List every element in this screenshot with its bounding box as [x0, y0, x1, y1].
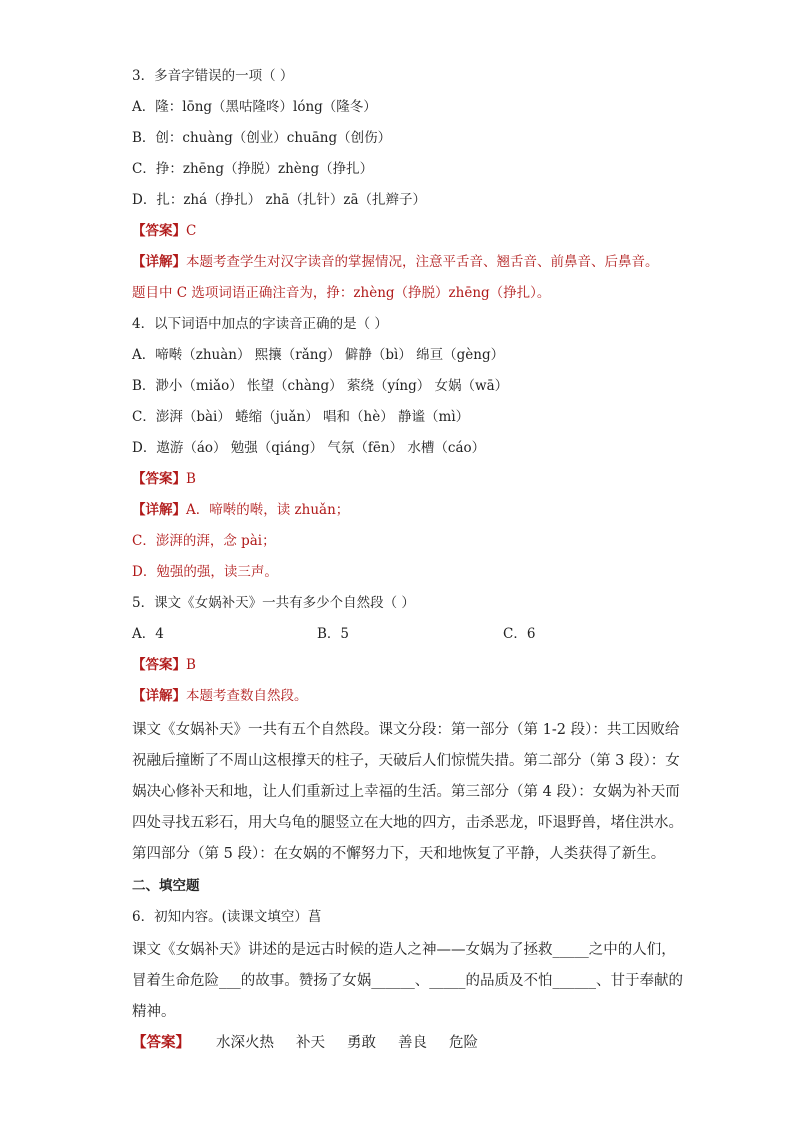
paragraph-line: 冒着生命危险___的故事。赞扬了女娲______、_____的品质及不怕______、甘于奉献的 [132, 973, 683, 989]
paragraph-line: 娲决心修补天和地，让人们重新过上幸福的生活。第三部分（第 4 段）：女娲为补天而 [132, 784, 680, 800]
q3-option-c: C．挣：zhēng（挣脱）zhèng（挣扎） [132, 161, 374, 177]
paragraph-line: 课文《女娲补天》讲述的是远古时候的造人之神——女娲为了拯救_____之中的人们， [132, 942, 676, 958]
answer-tag: 【答案】 [132, 471, 186, 487]
answer-tag: 【答案】 [132, 1034, 190, 1051]
q4-detail-3: D．勉强的强，读三声。 [132, 564, 278, 580]
answer-item: 水深火热 [216, 1035, 274, 1051]
answer-value: C [186, 223, 197, 239]
paragraph-line: 课文《女娲补天》一共有五个自然段。课文分段：第一部分（第 1-2 段）：共工因败给 [132, 722, 680, 738]
q3-option-d: D．扎：zhá（挣扎） zhā（扎针）zā（扎辫子） [132, 192, 426, 208]
q6-stem: 6．初知内容。(读课文填空）菖 [132, 909, 322, 925]
paragraph-line: 第四部分（第 5 段）：在女娲的不懈努力下，天和地恢复了平静，人类获得了新生。 [132, 846, 666, 862]
q4-detail-1 [132, 500, 349, 520]
q4-detail-2: C．澎湃的湃，念 pài； [132, 533, 276, 549]
answer-item: 补天 [296, 1035, 325, 1051]
paragraph-line: 精神。 [132, 1004, 176, 1020]
q5-option-b: B．5 [317, 626, 350, 642]
answer-tag: 【答案】 [132, 223, 186, 239]
detail-tag: 【详解】 [132, 254, 186, 270]
q4-option-d: D．遨游（áo） 勉强（qiáng） 气氛（fēn） 水槽（cáo） [132, 440, 486, 456]
detail-tag: 【详解】 [132, 502, 186, 518]
q5-detail-paragraph [132, 715, 683, 870]
q3-option-b: B．创：chuàng（创业）chuāng（创伤） [132, 130, 392, 146]
detail-text: 本题考查数自然段。 [186, 688, 308, 704]
q5-option-a: A．4 [132, 626, 164, 642]
q5-detail-1 [132, 686, 308, 706]
answer-item: 勇敢 [347, 1035, 376, 1051]
answer-tag: 【答案】 [132, 657, 186, 673]
q6-answer [132, 1033, 500, 1053]
answer-value: B [186, 657, 196, 673]
q5-stem: 5．课文《女娲补天》一共有多少个自然段（ ） [132, 595, 415, 611]
q3-stem: 3．多音字错误的一项（ ） [132, 68, 294, 84]
detail-text: 本题考查学生对汉字读音的掌握情况，注意平舌音、翘舌音、前鼻音、后鼻音。 [186, 254, 659, 270]
q6-paragraph [132, 935, 683, 1028]
q5-option-c: C．6 [503, 626, 536, 642]
q4-stem: 4．以下词语中加点的字读音正确的是（ ） [132, 316, 388, 332]
answer-item: 善良 [398, 1035, 427, 1051]
q3-detail-2: 题目中 C 选项词语正确注音为，挣：zhèng（挣脱）zhēng（挣扎）。 [132, 285, 551, 301]
detail-tag: 【详解】 [132, 688, 186, 704]
answer-item: 危险 [449, 1035, 478, 1051]
paragraph-line: 祝融后撞断了不周山这根撑天的柱子，天破后人们惊慌失措。第二部分（第 3 段）：女 [132, 753, 680, 769]
q4-option-c: C．澎湃（bài） 蜷缩（juǎn） 唱和（hè） 静谧（mì） [132, 409, 470, 425]
detail-text: A．啼啭的啭，读 zhuǎn； [186, 502, 350, 518]
q4-answer [132, 469, 196, 489]
q3-detail-1 [132, 252, 659, 272]
q4-option-b: B．渺小（miǎo） 怅望（chàng） 萦绕（yíng） 女娲（wā） [132, 378, 509, 394]
paragraph-line: 四处寻找五彩石，用大乌龟的腿竖立在大地的四方，击杀恶龙，吓退野兽，堵住洪水。 [132, 815, 683, 831]
q3-answer [132, 221, 196, 241]
q3-option-a: A．隆：lōng（黑咕隆咚）lóng（隆冬） [132, 99, 377, 115]
section-heading: 二、填空题 [132, 878, 200, 894]
q5-answer [132, 655, 196, 675]
q4-option-a: A．啼啭（zhuàn） 熙攘（rǎng） 僻静（bì） 绵亘（gèng） [132, 347, 505, 363]
answer-value: B [186, 471, 196, 487]
